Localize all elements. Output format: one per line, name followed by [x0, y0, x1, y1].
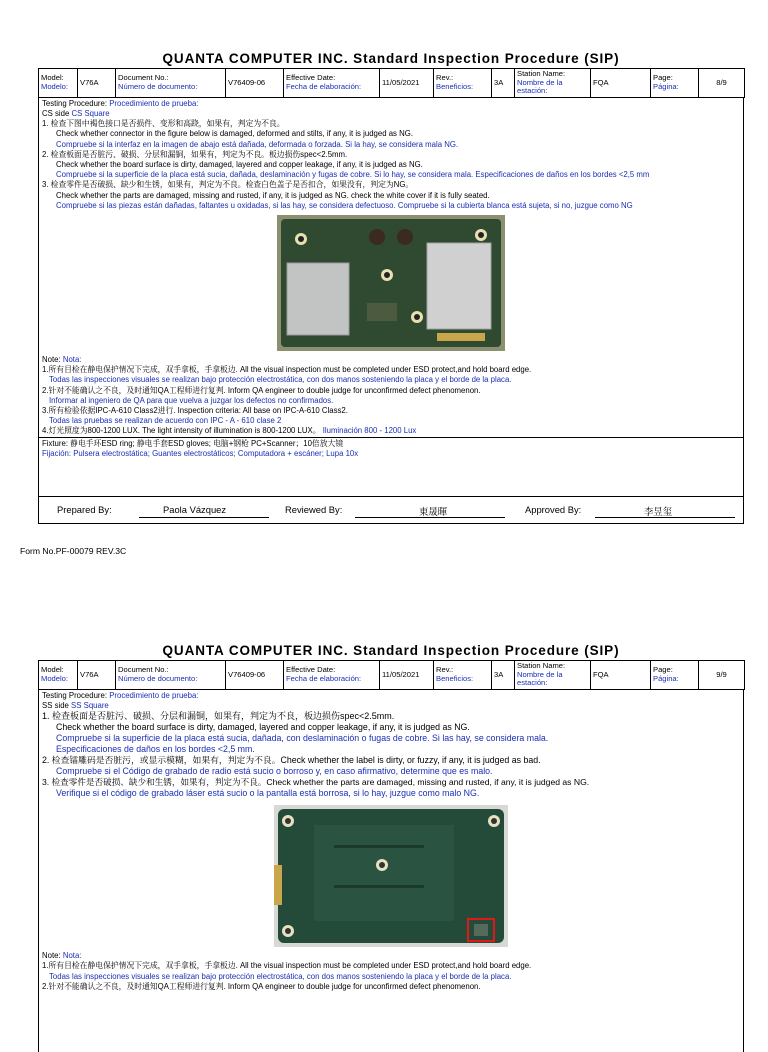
model-label: Model: Modelo: — [39, 661, 78, 690]
approved-label: Approved By: — [525, 503, 582, 515]
note-1-es: Todas las inspecciones visuales se realizan bajo protección electrostática, con dos manos sosteniendo la placa y el borde de la placa. — [49, 375, 512, 385]
step-1-es: Compruebe si la interfaz en la imagen de abajo está dañada, deformada o forzada. Si la hay, se considera mala NG. — [56, 139, 459, 149]
document-title: QUANTA COMPUTER INC. Standard Inspection Procedure (SIP) — [162, 643, 620, 658]
step-1-en: Check whether the board surface is dirty, damaged, layered and copper leakage, if any, it is judged as NG. — [56, 722, 470, 733]
prepared-label: Prepared By: — [57, 503, 112, 515]
page-value: 8/9 — [699, 69, 745, 98]
page-label: Page: Página: — [651, 69, 699, 98]
fixture-line-es: Fijación: Pulsera electrostática; Guantes electrostáticos; Computadora + escáner; Lupa 10x — [42, 448, 359, 458]
rev-label: Rev.: Beneficios: — [434, 69, 492, 98]
note-3-es: Todas las pruebas se realizan de acuerdo con IPC - A - 610 clase 2 — [49, 416, 282, 426]
note-2: 2.针对不能确认之不良，及时通知QA工程师进行复判. Inform QA engineer to double judge for unconfirmed defect phenomenon. — [42, 385, 481, 395]
docno-label: Document No.: Número de documento: — [116, 661, 226, 690]
step-3-zh: 3. 检查零件是否破损、缺少和生锈，如果有，判定为不良。检查白色盖子是否扣合，如果没有，判定为NG。 — [42, 180, 414, 190]
station-value: FQA — [591, 69, 651, 98]
note-1: 1.所有目检在静电保护情况下完成，双手拿板，手拿板边. All the visual inspection must be completed under ESD protect,and hold board edge. — [42, 365, 532, 375]
step-1-es: Compruebe si la superficie de la placa está sucia, dañada, con deslaminación o fugas de cobre. Si las hay, se considera mala. — [56, 733, 549, 744]
step-1-en: Check whether connector in the figure below is damaged, deformed and stilts, if any, it is judged as NG. — [56, 129, 413, 139]
procedure-heading: Testing Procedure: Procedimiento de prueba: — [42, 690, 199, 700]
procedure-heading: Testing Procedure: Procedimiento de prueba: — [42, 98, 199, 108]
note-heading: Note: Nota: — [42, 951, 82, 961]
step-2-zh: 2. 检查板面是否脏污、破损、分层和漏铜，如果有，判定为不良。板边损伤spec<2.5mm. — [42, 149, 348, 159]
sip-page-9 — [38, 642, 744, 1052]
model-value: V76A — [78, 69, 116, 98]
header-table — [38, 68, 745, 98]
step-2-en: Check whether the board surface is dirty, damaged, layered and copper leakage, if any, it is judged as NG. — [56, 160, 423, 169]
side-heading: SS side SS Square — [42, 700, 109, 710]
step-3-es: Compruebe si las piezas están dañadas, faltantes u oxidadas, si las hay, se considera defectuoso. Compruebe si la cubierta blanca está sujeta, si no, juzgue como NG — [56, 200, 633, 210]
step-2-zh: 2. 检查镭雕码是否脏污，或显示模糊，如果有，判定为不良。Check whether the label is dirty, or fuzzy, if any, it is judged as bad. — [42, 755, 541, 766]
prepared-line — [139, 517, 269, 518]
sip-page-8 — [38, 50, 744, 524]
rev-value: 3A — [492, 661, 515, 690]
rev-value: 3A — [492, 69, 515, 98]
reviewed-label: Reviewed By: — [285, 503, 343, 515]
effdate-label: Effective Date: Fecha de elaboración: — [284, 69, 380, 98]
reviewed-line — [355, 517, 505, 518]
step-3-zh: 3. 检查零件是否破损、缺少和生锈，如果有，判定为不良。Check whether the parts are damaged, missing and rusted, if any, it is judged as NG. — [42, 777, 590, 788]
fixture-section — [39, 437, 743, 460]
fixture-line: Fixture: 静电手环ESD ring; 静电手套ESD gloves; 电脑+钢枪 PC+Scanner；10倍放大镜 — [42, 438, 344, 448]
station-value: FQA — [591, 661, 651, 690]
effdate-label: Effective Date: Fecha de elaboración: — [284, 661, 380, 690]
header-table — [38, 660, 745, 690]
note-1-es: Todas las inspecciones visuales se realizan bajo protección electrostática, con dos manos sosteniendo la placa y el borde de la placa. — [49, 971, 512, 981]
rev-label: Rev.: Beneficios: — [434, 661, 492, 690]
page-value: 9/9 — [699, 661, 745, 690]
docno-value: V76409-06 — [226, 69, 284, 98]
prepared-value: Paola Vázquez — [163, 503, 227, 515]
step-1-zh: 1. 检查下图中褐色接口是否损件、变形和高跷，如果有，判定为不良。 — [42, 119, 285, 129]
step-2-es: Compruebe si el Código de grabado de radio está sucio o borroso y, en caso afirmativo, determine que es malo. — [56, 766, 493, 777]
note-2-es: Informar al ingeniero de QA para que vuelva a juzgar los defectos no confirmados. — [49, 395, 334, 405]
note-3: 3.所有检验依据IPC-A-610 Class2进行. Inspection criteria: All base on IPC-A-610 Class2. — [42, 406, 348, 416]
model-value: V76A — [78, 661, 116, 690]
note-4: 4.灯光照度为800-1200 LUX. The light intensity of illumination is 800-1200 LUX。 Iluminación 800 - 1200 Lux — [42, 426, 417, 436]
station-label: Station Name: Nombre de la estación: — [515, 69, 591, 98]
note-2: 2.针对不能确认之不良，及时通知QA工程师进行复判. Inform QA engineer to double judge for unconfirmed defect phenomenon. — [42, 981, 481, 991]
signature-row — [38, 497, 744, 524]
pcb-photo-ss-side — [42, 805, 740, 947]
effdate-value: 11/05/2021 — [380, 69, 434, 98]
side-heading: CS side CS Square — [42, 108, 110, 118]
station-label: Station Name: Nombre de la estación: — [515, 661, 591, 690]
procedure-box — [38, 98, 744, 497]
procedure-box — [38, 690, 744, 1052]
approved-line — [595, 517, 735, 518]
pcb-photo-cs-side — [42, 215, 740, 351]
step-3-en: Check whether the parts are damaged, missing and rusted, if any, it is judged as NG. check the white cover if it is fully seated. — [56, 190, 490, 200]
step-1-zh: 1. 检查板面是否脏污、破损、分层和漏铜，如果有，判定为不良，板边损伤spec<2.5mm. — [42, 711, 395, 722]
docno-label: Document No.: Número de documento: — [116, 69, 226, 98]
step-2-es: Compruebe si la superficie de la placa está sucia, dañada, deslaminación y fugas de cobre. Si lo hay, se considera mala. Especificaciones de daños en los bordes <2,5 mm — [56, 170, 650, 180]
note-heading: Note: Nota: — [42, 355, 82, 365]
note-1: 1.所有目检在静电保护情况下完成，双手拿板，手拿板边. All the visual inspection must be completed under ESD protect,and hold board edge. — [42, 961, 532, 971]
reviewed-value: 東晟暉 — [419, 505, 448, 517]
model-label: Model: Modelo: — [39, 69, 78, 98]
approved-value: 李昱玺 — [644, 505, 673, 517]
docno-value: V76409-06 — [226, 661, 284, 690]
step-1-es-2: Especificaciones de daños en los bordes <2,5 mm. — [56, 744, 255, 755]
effdate-value: 11/05/2021 — [380, 661, 434, 690]
page-label: Page: Página: — [651, 661, 699, 690]
document-title: QUANTA COMPUTER INC. Standard Inspection Procedure (SIP) — [162, 51, 620, 66]
form-number: Form No.PF-00079 REV.3C — [20, 546, 127, 556]
step-3-es: Verifique si el código de grabado láser está sucio o la pantalla está borrosa, si lo hay, juzgue como malo NG. — [56, 788, 480, 799]
